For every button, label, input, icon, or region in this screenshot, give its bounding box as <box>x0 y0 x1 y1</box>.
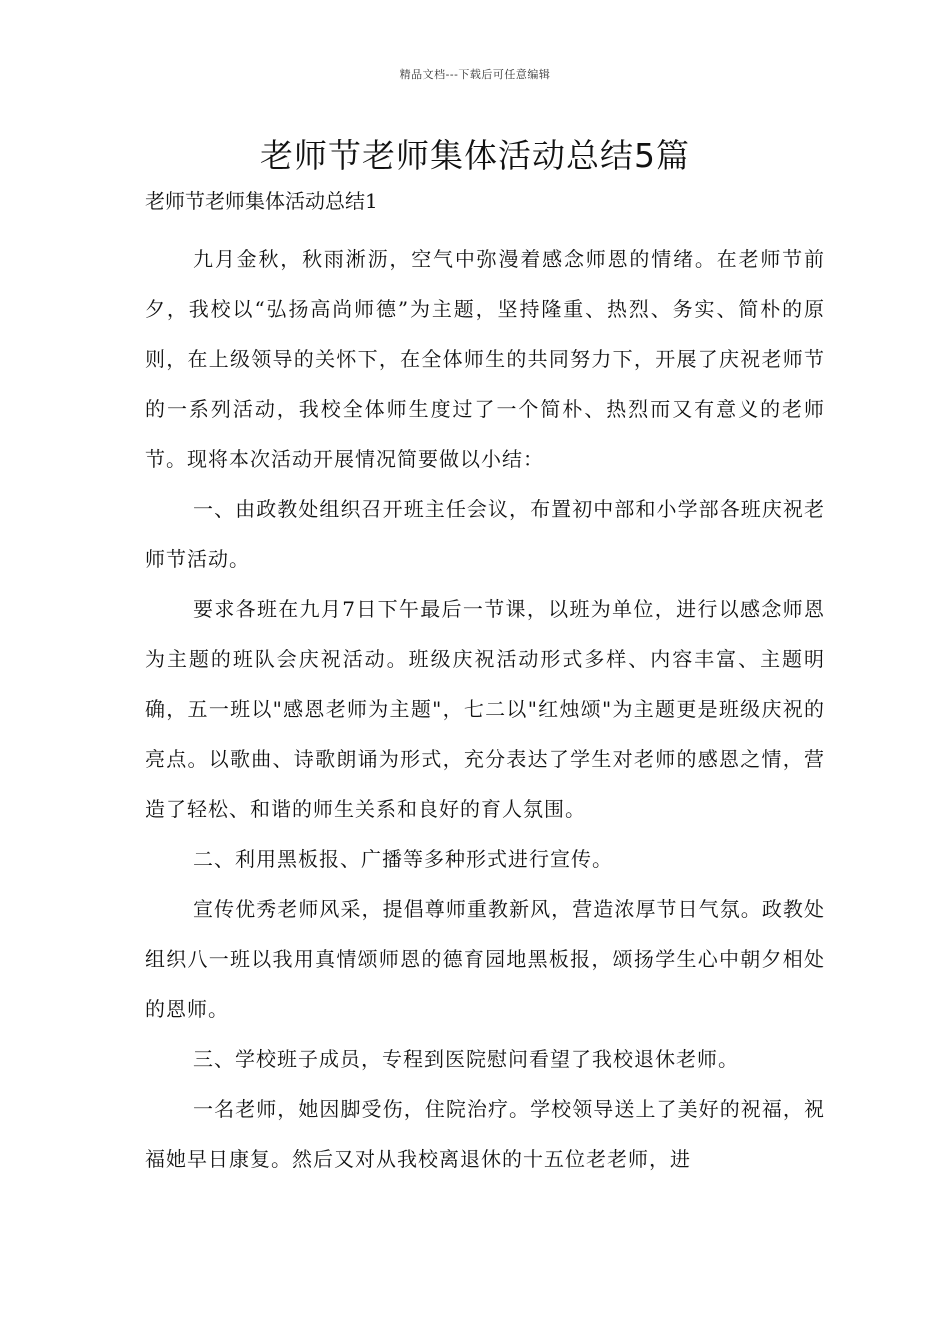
document-title: 老师节老师集体活动总结5篇 <box>260 136 690 175</box>
header-note: 精品文档---下载后可任意编辑 <box>399 68 551 81</box>
paragraph-intro: 九月金秋，秋雨淅沥，空气中弥漫着感念师恩的情绪。在老师节前夕，我校以“弘扬高尚师德”为主题，坚持隆重、热烈、务实、简朴的原则，在上级领导的关怀下，在全体师生的共同努力下，开展了庆祝老师节的一系列活动，我校全体师生度过了一个简朴、热烈而又有意义的老师节。现将本次活动开展情况简要做以小结： <box>145 247 825 471</box>
paragraph-class-activities: 要求各班在九月7日下午最后一节课，以班为单位，进行以感念师恩为主题的班队会庆祝活动。班级庆祝活动形式多样、内容丰富、主题明确，五一班以"感恩老师为主题"，七二以"红烛颂"为主题更是班级庆祝的亮点。以歌曲、诗歌朗诵为形式，充分表达了学生对老师的感恩之情，营造了轻松、和谐的师生关系和良好的育人氛围。 <box>145 597 825 821</box>
paragraph-item-2: 二、利用黑板报、广播等多种形式进行宣传。 <box>193 847 613 871</box>
paragraph-item-3: 三、学校班子成员，专程到医院慰问看望了我校退休老师。 <box>193 1047 739 1071</box>
paragraph-item-1: 一、由政教处组织召开班主任会议，布置初中部和小学部各班庆祝老师节活动。 <box>145 497 825 571</box>
document-body <box>145 186 825 1184</box>
paragraph-publicity: 宣传优秀老师风采，提倡尊师重教新风，营造浓厚节日气氛。政教处组织八一班以我用真情颂师恩的德育园地黑板报，颂扬学生心中朝夕相处的恩师。 <box>145 897 825 1021</box>
section-subheading: 老师节老师集体活动总结1 <box>145 189 378 213</box>
paragraph-visit: 一名老师，她因脚受伤，住院治疗。学校领导送上了美好的祝福，祝福她早日康复。然后又对从我校离退休的十五位老老师，进 <box>145 1097 825 1171</box>
